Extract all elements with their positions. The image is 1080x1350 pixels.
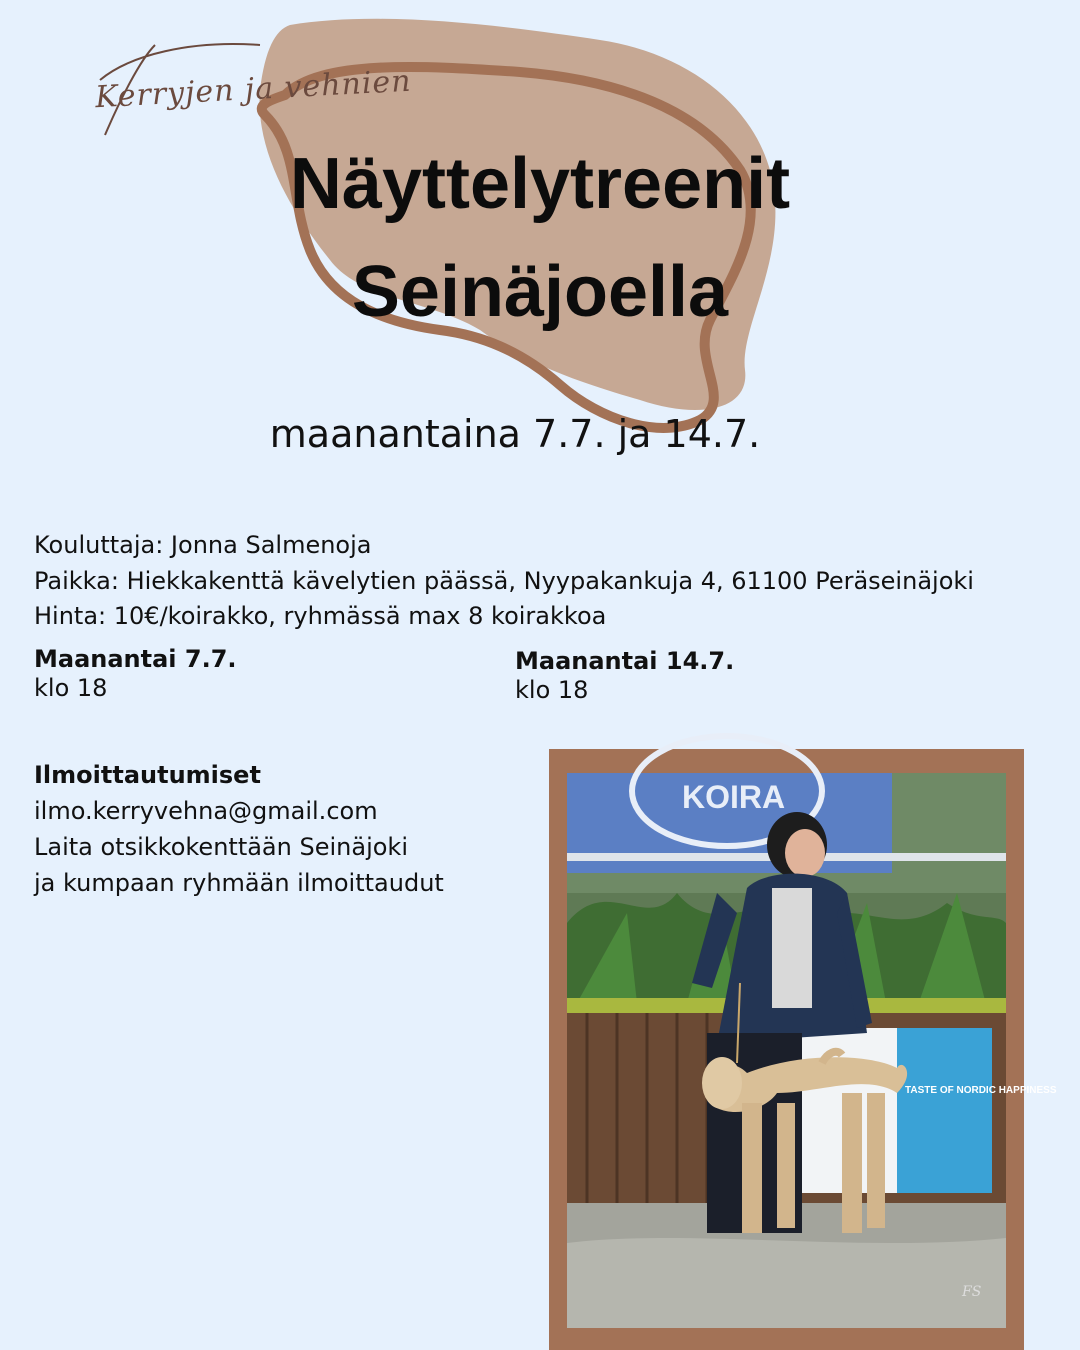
sponsor-banner <box>897 1028 992 1193</box>
top-banner-text: KOIRA <box>682 779 786 815</box>
event-dates: maanantaina 7.7. ja 14.7. <box>269 412 761 456</box>
event-details <box>34 528 974 635</box>
club-script-title: Kerryjen ja vehnien <box>94 63 413 116</box>
page-title <box>0 130 1080 346</box>
signup-email: ilmo.kerryvehna@gmail.com <box>34 797 378 825</box>
dog-show-photo <box>567 773 1057 1328</box>
photographer-watermark: FS <box>962 1284 982 1300</box>
signup-instruction-1: Laita otsikkokenttään Seinäjoki <box>34 833 408 861</box>
sponsor-banner-text: TASTE OF NORDIC HAPPINESS <box>905 1085 1057 1096</box>
title-line-1: Näyttelytreenit <box>289 144 791 224</box>
session-2-day: Maanantai 14.7. <box>515 647 735 675</box>
title-line-2: Seinäjoella <box>351 252 729 332</box>
trainer-line: Kouluttaja: Jonna Salmenoja <box>34 531 372 559</box>
photo-frame <box>549 749 1057 1350</box>
session-1-time: klo 18 <box>34 674 108 702</box>
signup-section <box>34 757 444 901</box>
price-line: Hinta: 10€/koirakko, ryhmässä max 8 koirakkoa <box>34 602 607 630</box>
session-2-time: klo 18 <box>515 676 589 704</box>
signup-heading: Ilmoittautumiset <box>34 761 261 789</box>
session-1 <box>34 645 237 703</box>
place-line: Paikka: Hiekkakenttä kävelytien päässä, Nyypakankuja 4, 61100 Peräseinäjoki <box>34 566 974 595</box>
signup-instruction-2: ja kumpaan ryhmään ilmoittaudut <box>34 869 444 897</box>
session-1-day: Maanantai 7.7. <box>34 645 237 673</box>
session-2 <box>515 647 734 705</box>
